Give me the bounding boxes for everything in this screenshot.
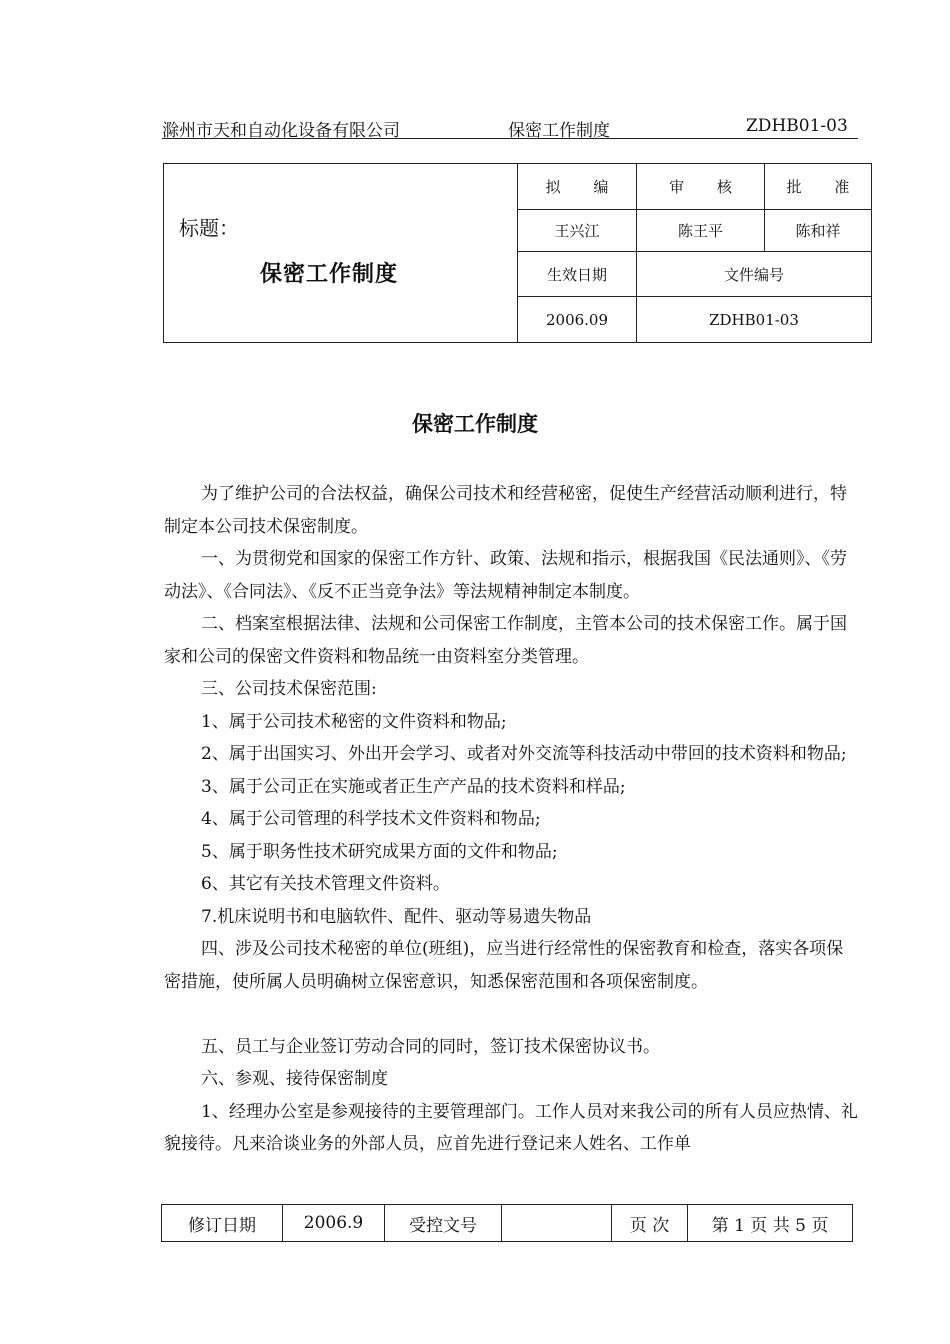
paragraph-1: 一、为贯彻党和国家的保密工作方针、政策、法规和指示，根据我国《民法通则》、《劳动法》、《合同法》、《反不正当竞争法》等法规精神制定本制度。 [164,549,847,602]
list-item-3-2: 2、属于出国实习、外出开会学习、或者对外交流等科技活动中带回的技术资料和物品; [201,744,847,764]
title-text: 保密工作制度 [260,262,399,287]
document-heading: 保密工作制度 [412,412,538,436]
title-block-table [163,163,872,343]
list-item-3-5: 5、属于职务性技术研究成果方面的文件和物品; [201,841,558,862]
page-info: 第 1 页 共 5 页 [688,1205,853,1242]
list-item-3-3: 3、属于公司正在实施或者正生产产品的技术资料和样品; [201,776,626,797]
list-item-3-1: 1、属于公司技术秘密的文件资料和物品; [201,711,507,732]
paragraph-6: 六、参观、接待保密制度 [201,1069,388,1089]
controlled-no-value [502,1205,612,1242]
list-item-3-4: 4、属于公司管理的科学技术文件资料和物品; [201,809,541,829]
header-company: 滁州市天和自动化设备有限公司 [162,121,400,141]
header-doc-title: 保密工作制度 [508,121,610,141]
controlled-no-label: 受控文号 [385,1205,502,1242]
title-cell [164,164,518,343]
list-item-3-6: 6、其它有关技术管理文件资料。 [201,874,450,894]
revise-date-value: 2006.9 [283,1205,385,1242]
document-body [164,478,860,1161]
revise-date-label: 修订日期 [162,1205,283,1242]
paragraph-3: 三、公司技术保密范围: [201,679,377,699]
effective-date-value: 2006.09 [518,297,637,343]
col-approve-header: 批 准 [765,164,872,210]
col-draft-header: 拟 编 [518,164,637,210]
file-no-label: 文件编号 [637,252,872,297]
file-no-value: ZDHB01-03 [637,297,872,343]
paragraph-spacer [164,998,860,1031]
header-doc-code: ZDHB01-03 [746,116,848,136]
paragraph-5: 五、员工与企业签订劳动合同的同时，签订技术保密协议书。 [201,1036,660,1057]
list-item-3-7: 7.机床说明书和电脑软件、配件、驱动等易遗失物品 [201,906,592,927]
footer-table [161,1204,853,1242]
list-item-6-1: 1、经理办公室是参观接待的主要管理部门。工作人员对来我公司的所有人员应热情、礼貌接待。凡来洽谈业务的外部人员，应首先进行登记来人姓名、工作单 [164,1101,858,1154]
col-review-header: 审 核 [637,164,765,210]
page-header [162,116,858,139]
drafter-name: 王兴江 [518,210,637,252]
title-label: 标题： [179,216,239,240]
paragraph-2: 二、档案室根据法律、法规和公司保密工作制度，主管本公司的技术保密工作。属于国家和公司的保密文件资料和物品统一由资料室分类管理。 [164,614,847,667]
reviewer-name: 陈王平 [637,210,765,252]
paragraph-4: 四、涉及公司技术秘密的单位(班组)，应当进行经常性的保密教育和检查，落实各项保密措施，使所属人员明确树立保密意识，知悉保密范围和各项保密制度。 [164,939,844,992]
effective-date-label: 生效日期 [518,252,637,297]
approver-name: 陈和祥 [765,210,872,252]
paragraph-intro: 为了维护公司的合法权益，确保公司技术和经营秘密，促使生产经营活动顺利进行，特制定本公司技术保密制度。 [164,484,847,537]
page-label: 页 次 [612,1205,688,1242]
